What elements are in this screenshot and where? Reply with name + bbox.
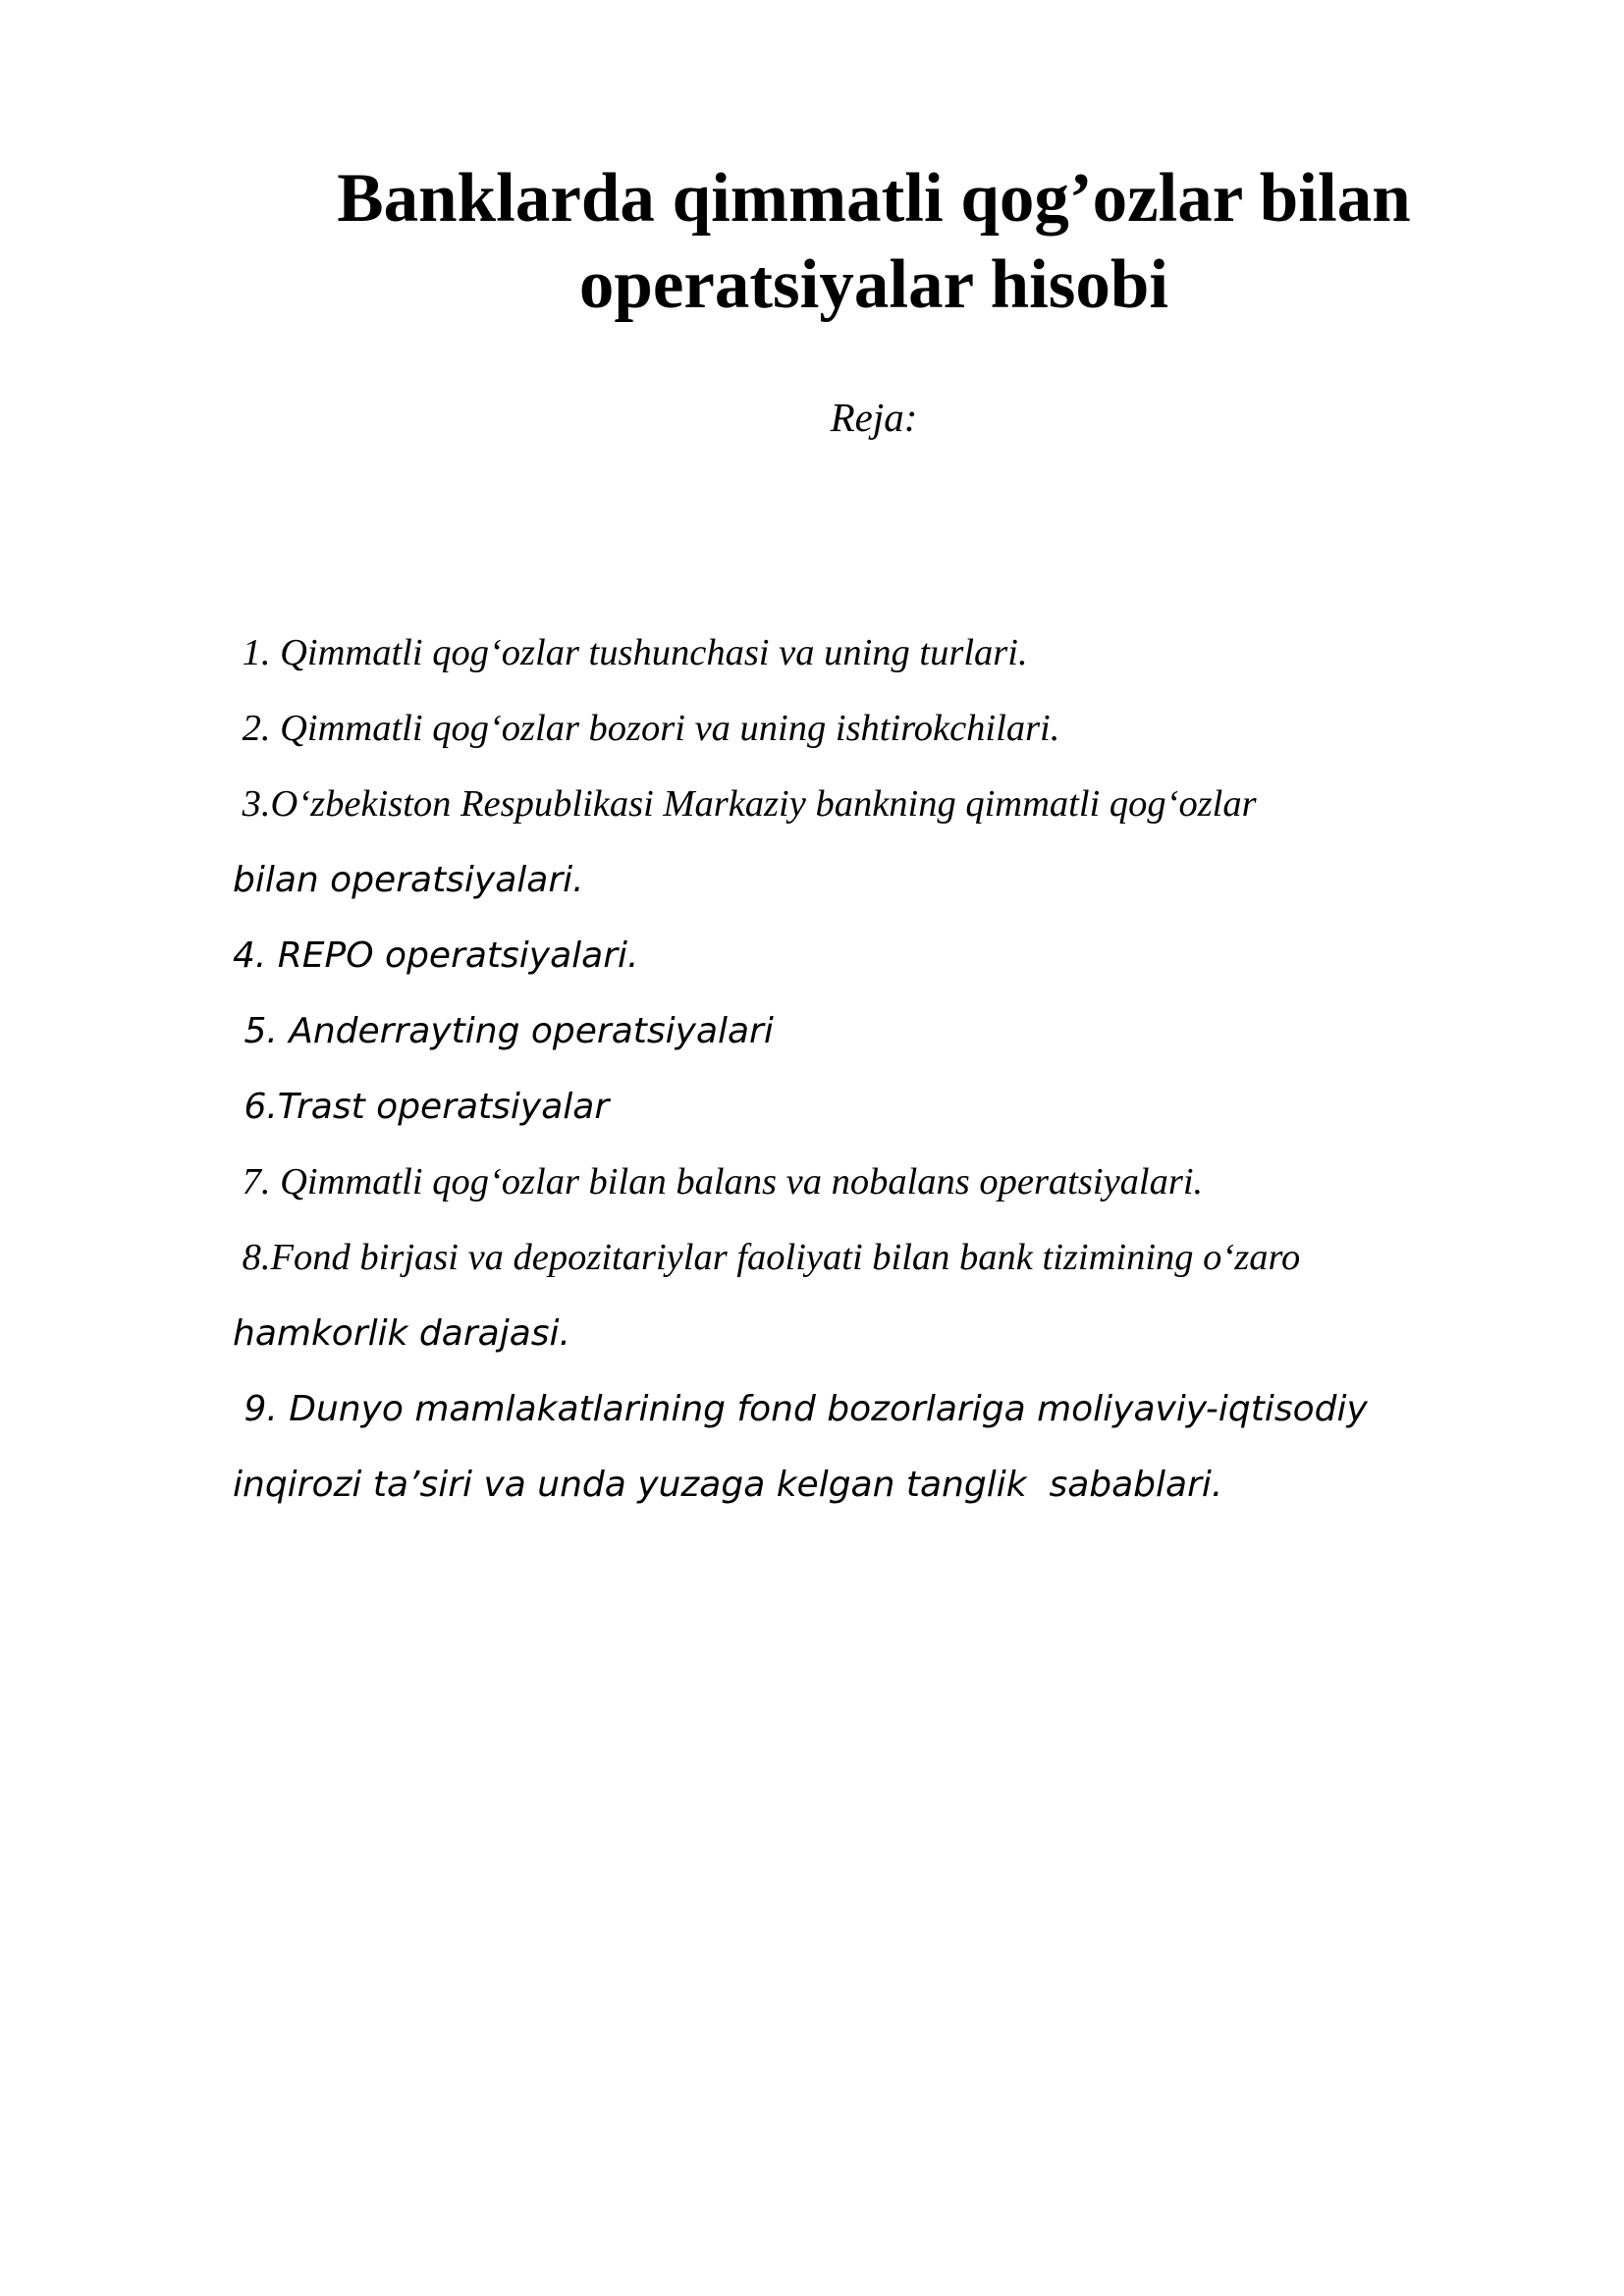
plan-item-5: 5. Anderrayting operatsiyalari — [233, 1011, 774, 1051]
plan-item-4: 4. REPO operatsiyalari. — [233, 935, 639, 976]
title-line-1: Banklarda qimmatli qog’ozlar bilan — [337, 160, 1411, 237]
plan-item-3-continued: bilan operatsiyalari. — [233, 860, 584, 900]
title-line-2: operatsiyalar hisobi — [578, 246, 1169, 323]
plan-item-8: 8.Fond birjasi va depozitariylar faoliyati bilan bank tizimining o‘zaro — [233, 1237, 1301, 1278]
plan-item-2: 2. Qimmatli qog‘ozlar bozori va uning ishtirokchilari. — [233, 708, 1060, 749]
plan-item-7: 7. Qimmatli qog‘ozlar bilan balans va nobalans operatsiyalari. — [233, 1161, 1204, 1202]
document-title — [275, 155, 1473, 328]
plan-heading: Reja: — [830, 395, 918, 440]
plan-item-8-continued: hamkorlik darajasi. — [233, 1313, 570, 1354]
plan-item-6: 6.Trast operatsiyalar — [233, 1087, 610, 1127]
plan-list — [233, 615, 1509, 1522]
plan-item-1: 1. Qimmatli qog‘ozlar tushunchasi va uning turlari. — [233, 632, 1028, 673]
plan-item-9: 9. Dunyo mamlakatlarining fond bozorlariga moliyaviy-iqtisodiy — [233, 1389, 1368, 1429]
plan-item-3: 3.O‘zbekiston Respublikasi Markaziy bankning qimmatli qog‘ozlar — [233, 783, 1257, 825]
plan-item-9-continued: inqirozi ta’siri va unda yuzaga kelgan tanglik sabablari. — [233, 1465, 1223, 1505]
